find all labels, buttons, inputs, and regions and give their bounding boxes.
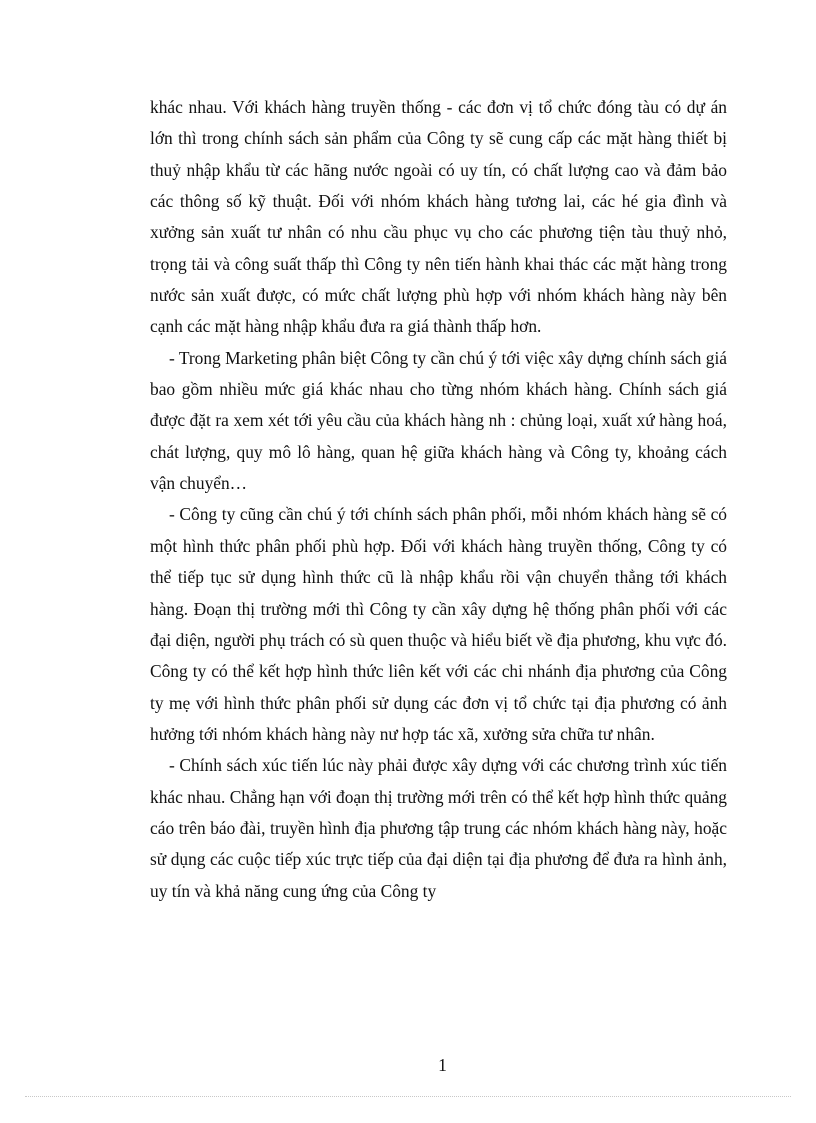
- page-number: 1: [438, 1055, 447, 1075]
- page-bottom-divider: [25, 1096, 791, 1097]
- paragraph-distribution-policy: - Công ty cũng cần chú ý tới chính sách phân phối, mỗi nhóm khách hàng sẽ có một hình thức phân phối phù hợp. Đối với khách hàng truyền thống, Công ty có thể tiếp tục sử dụng hình thức cũ là nhập khẩu rồi vận chuyển thẳng tới khách hàng. Đoạn thị trường mới thì Công ty cần xây dựng hệ thống phân phối với các đại diện, người phụ trách có sù quen thuộc và hiểu biết về địa phương, khu vực đó. Công ty có thể kết hợp hình thức liên kết với các chi nhánh địa phương của Công ty mẹ với hình thức phân phối sử dụng các đơn vị tổ chức tại địa phương có ảnh hưởng tới nhóm khách hàng này nư hợp tác xã, xưởng sửa chữa tư nhân.: [150, 504, 727, 744]
- paragraph-product-policy: khác nhau. Với khách hàng truyền thống - các đơn vị tổ chức đóng tàu có dự án lớn thì trong chính sách sản phẩm của Công ty sẽ cung cấp các mặt hàng thiết bị thuỷ nhập khẩu từ các hãng nước ngoài có uy tín, có chất lượng cao và đảm bảo các thông số kỹ thuật. Đối với nhóm khách hàng tương lai, các hé gia đình và xưởng sản xuất tư nhân có nhu cầu phục vụ cho các phương tiện tàu thuỷ nhỏ, trọng tải và công suất thấp thì Công ty nên tiến hành khai thác các mặt hàng trong nước sản xuất được, có mức chất lượng phù hợp với nhóm khách hàng này bên cạnh các mặt hàng nhập khẩu đưa ra giá thành thấp hơn.: [150, 97, 727, 337]
- paragraph-promotion-policy: - Chính sách xúc tiến lúc này phải được xây dựng với các chương trình xúc tiến khác nhau. Chẳng hạn với đoạn thị trường mới trên có thể kết hợp hình thức quảng cáo trên báo đài, truyền hình địa phương tập trung các nhóm khách hàng này, hoặc sử dụng các cuộc tiếp xúc trực tiếp của đại diện tại địa phương để đưa ra hình ảnh, uy tín và khả năng cung ứng của Công ty: [150, 755, 727, 901]
- page-body: [150, 92, 727, 907]
- paragraph-pricing-policy: - Trong Marketing phân biệt Công ty cần chú ý tới việc xây dựng chính sách giá bao gồm nhiều mức giá khác nhau cho từng nhóm khách hàng. Chính sách giá được đặt ra xem xét tới yêu cầu của khách hàng nh : chủng loại, xuất xứ hàng hoá, chát lượng, quy mô lô hàng, quan hệ giữa khách hàng và Công ty, khoảng cách vận chuyển…: [150, 347, 727, 494]
